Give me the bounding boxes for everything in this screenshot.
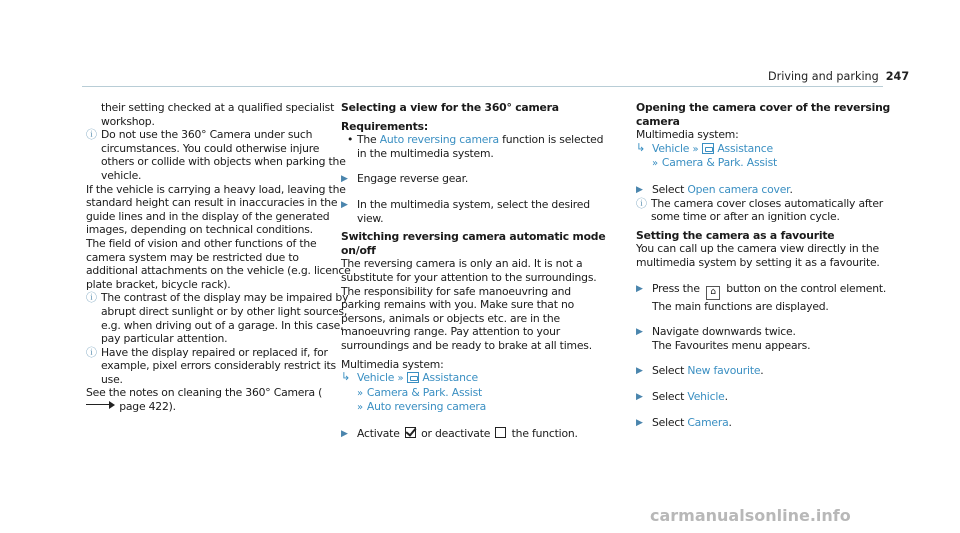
- multimedia-label: Multimedia system:: [636, 128, 739, 142]
- menu-link[interactable]: Auto reversing camera: [379, 133, 499, 147]
- multimedia-label: Multimedia system:: [341, 357, 444, 371]
- menu-link[interactable]: Camera: [687, 415, 729, 429]
- path-start-icon: ↳: [341, 370, 351, 384]
- chevron-right-icon: »: [692, 143, 699, 155]
- action-step: ▶ Activate or deactivate the function.: [341, 426, 578, 440]
- page-reference-arrow-icon: [86, 401, 116, 409]
- paragraph: their setting checked at a qualified specialist workshop.: [101, 101, 335, 128]
- action-arrow-icon: ▶: [636, 283, 643, 294]
- menu-link[interactable]: Vehicle: [357, 371, 395, 385]
- paragraph: See the notes on cleaning the 360° Camera ( page 422).: [86, 386, 323, 414]
- chevron-right-icon: »: [357, 402, 363, 414]
- section-heading: Switching reversing camera automatic mode on/off: [341, 230, 606, 257]
- chevron-right-icon: »: [652, 158, 658, 170]
- paragraph: If the vehicle is carrying a heavy load, leaving the standard height can result in inaccuracies in the guide lines and in the display of the generated images, depending on technical conditions.: [86, 182, 346, 237]
- section-heading: Setting the camera as a favourite: [636, 228, 835, 242]
- paragraph: You can call up the camera view directly in the multimedia system by setting it as a favourite.: [636, 242, 880, 269]
- action-arrow-icon: ▶: [341, 199, 348, 210]
- menu-link[interactable]: Auto reversing camera: [366, 400, 487, 414]
- action-step: ▶ Navigate downwards twice. The Favourites menu appears.: [636, 325, 811, 352]
- chevron-right-icon: »: [357, 387, 363, 399]
- menu-path-line: [341, 400, 606, 415]
- menu-link[interactable]: Vehicle: [652, 141, 690, 155]
- menu-link[interactable]: Assistance: [717, 141, 773, 155]
- column-1: [86, 101, 351, 414]
- note: ⓘ The contrast of the display may be impaired by abrupt direct sunlight or by other light sources, e.g. when driving out of a garage. In this case, pay particular attention.: [86, 291, 349, 346]
- menu-link[interactable]: Assistance: [422, 371, 478, 385]
- paragraph: The field of vision and other functions of the camera system may be restricted due to additional attachments on the vehicle (e.g. licence plate bracket, bicycle rack).: [86, 236, 351, 291]
- path-start-icon: ↳: [636, 140, 646, 154]
- running-header: [768, 70, 909, 83]
- section-title: Driving and parking: [768, 70, 879, 83]
- menu-link[interactable]: New favourite: [687, 364, 761, 378]
- action-step: ▶ Select Open camera cover.: [636, 182, 793, 196]
- menu-link[interactable]: Camera & Park. Assist: [366, 385, 483, 399]
- menu-link[interactable]: Camera & Park. Assist: [661, 156, 778, 170]
- menu-link[interactable]: Vehicle: [687, 389, 725, 403]
- note: ⓘ The camera cover closes automatically after some time or after an ignition cycle.: [636, 196, 884, 224]
- action-arrow-icon: ▶: [636, 327, 643, 338]
- column-2: [341, 101, 606, 440]
- menu-path-line: [636, 156, 901, 171]
- action-arrow-icon: ▶: [341, 174, 348, 185]
- chevron-right-icon: »: [397, 373, 404, 385]
- action-step: ▶ Select Vehicle.: [636, 389, 728, 403]
- header-rule: [82, 86, 883, 87]
- action-step: ▶ Select New favourite.: [636, 364, 764, 378]
- watermark: carmanualsonline.info: [650, 506, 851, 525]
- action-arrow-icon: ▶: [341, 428, 348, 439]
- checked-checkbox-icon: [405, 427, 416, 438]
- menu-path-line: [636, 142, 901, 157]
- page-number: 247: [885, 70, 910, 83]
- info-icon: ⓘ: [86, 345, 97, 359]
- section-heading: Opening the camera cover of the reversing camera: [636, 101, 891, 128]
- action-arrow-icon: ▶: [636, 184, 643, 195]
- info-icon: ⓘ: [86, 291, 97, 305]
- action-arrow-icon: ▶: [636, 417, 643, 428]
- action-step: ▶ Select Camera.: [636, 415, 732, 429]
- menu-link[interactable]: Open camera cover: [687, 182, 790, 196]
- info-icon: ⓘ: [86, 128, 97, 142]
- note: ⓘ Do not use the 360° Camera under such circumstances. You could otherwise injure others or collide with objects when parking the vehicle.: [86, 128, 346, 182]
- car-icon: [407, 372, 419, 383]
- section-heading: Selecting a view for the 360° camera: [341, 101, 559, 114]
- action-step: ▶ Engage reverse gear.: [341, 172, 469, 186]
- action-arrow-icon: ▶: [636, 391, 643, 402]
- empty-checkbox-icon: [495, 427, 506, 438]
- requirements-heading: Requirements:: [341, 119, 428, 133]
- home-icon: ⌂: [706, 286, 720, 300]
- car-icon: [702, 143, 714, 154]
- menu-path-line: [341, 386, 606, 401]
- page-reference-link[interactable]: page 422).: [119, 400, 176, 414]
- action-arrow-icon: ▶: [636, 366, 643, 377]
- paragraph: The reversing camera is only an aid. It is not a substitute for your attention to the surroundings. The responsibility for safe manoeuvring and parking remains with you. Make sure that no persons, animals or objects etc. are in the manoeuvring range. Pay attention to your surroundings and be ready to brake at all times.: [341, 257, 597, 352]
- note: ⓘ Have the display repaired or replaced if, for example, pixel errors considerably restrict its use.: [86, 345, 336, 386]
- info-icon: ⓘ: [636, 196, 647, 210]
- action-step: ▶ In the multimedia system, select the desired view.: [341, 197, 590, 225]
- menu-path-line: [341, 371, 606, 386]
- requirement-item: • The Auto reversing camera function is selected in the multimedia system.: [347, 133, 604, 160]
- action-step: ▶ Press the ⌂ button on the control element. The main functions are displayed.: [636, 281, 887, 313]
- column-3: [636, 101, 901, 429]
